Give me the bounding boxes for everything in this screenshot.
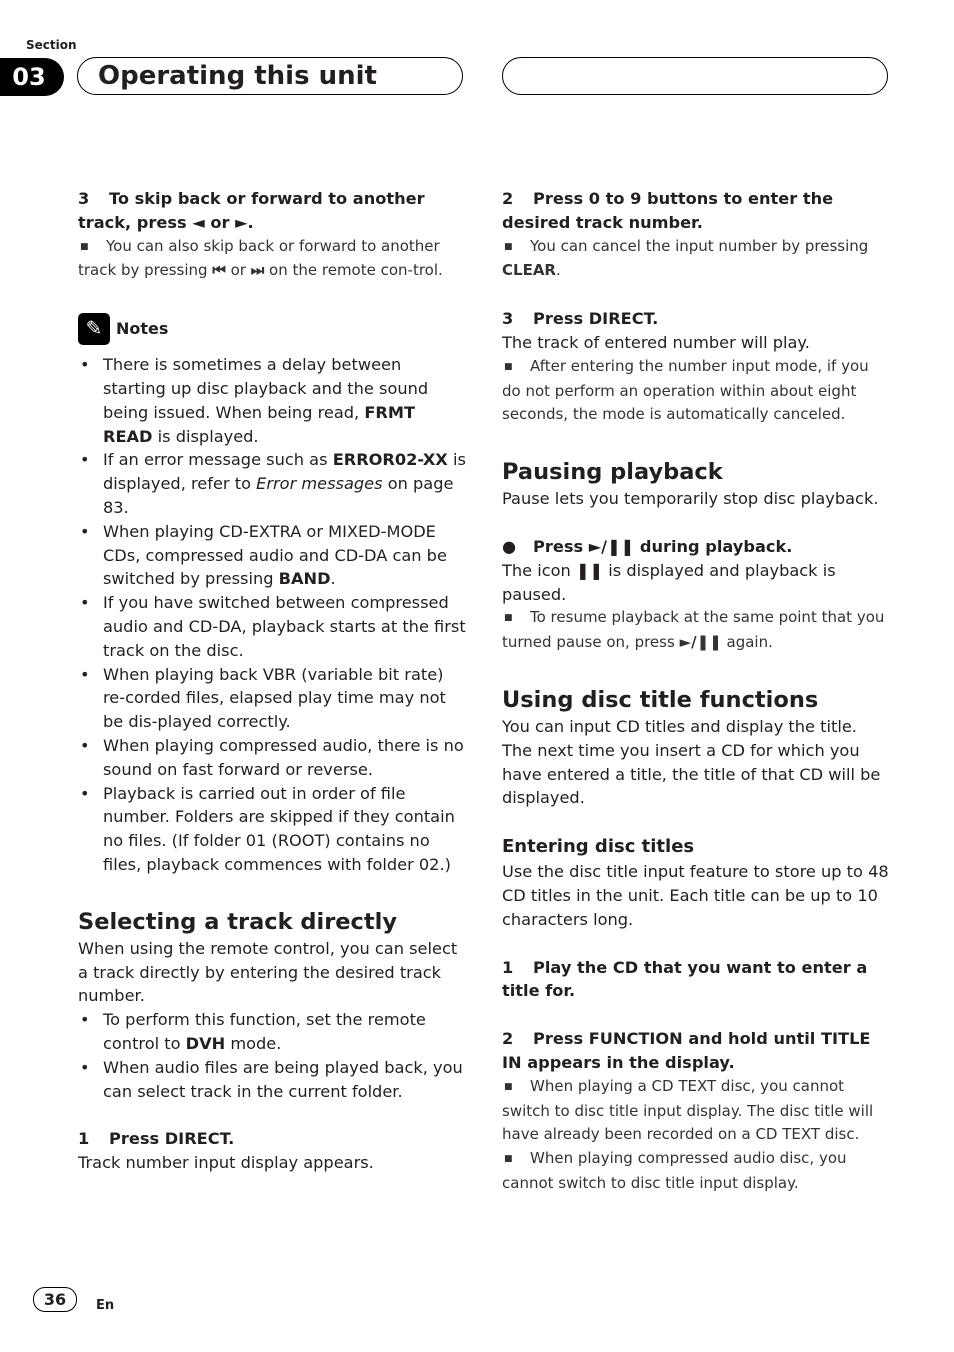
pause-result: The icon ❚❚ is displayed and playback is paused. xyxy=(502,560,836,604)
notes-header: ✎ Notes xyxy=(78,313,466,345)
list-item: • When playing back VBR (variable bit rate) re-corded files, elapsed play time may not be dis-played correctly. xyxy=(80,664,446,732)
pause-note: ■ To resume playback at the same point that you turned pause on, press ►/❚❚ again. xyxy=(502,608,885,652)
step-1-direct: 1 Press DIRECT. xyxy=(78,1129,235,1149)
play-pause-icon: ►/❚❚ xyxy=(679,633,722,652)
list-item: • To perform this function, set the remote control to DVH mode. xyxy=(80,1010,426,1053)
entering-step-1: 1 Play the CD that you want to enter a title for. xyxy=(502,957,868,1001)
step-3-result: The track of entered number will play. xyxy=(502,332,810,352)
selecting-bullets xyxy=(78,1008,466,1103)
list-item: • When playing CD-EXTRA or MIXED-MODE CDs, compressed audio and CD-DA can be switched by pressing BAND. xyxy=(80,521,447,589)
list-item: • If you have switched between compressed audio and CD-DA, playback starts at the first track on the disc. xyxy=(80,593,466,660)
section-label: Section xyxy=(26,38,77,52)
prev-track-icon: ⏮ xyxy=(212,261,226,280)
disc-title-heading: Using disc title functions xyxy=(502,686,819,713)
header-empty-box xyxy=(502,57,888,95)
list-item: • When playing compressed audio, there is no sound on fast forward or reverse. xyxy=(80,735,464,779)
pause-icon: ❚❚ xyxy=(575,560,604,580)
entering-titles-intro: Use the disc title input feature to store up to 48 CD titles in the unit. Each title can be up to 10 characters long. xyxy=(502,862,889,929)
step-3-skip: 3 To skip back or forward to another track, press ◄ or ►. xyxy=(78,189,425,232)
selecting-track-intro: When using the remote control, you can select a track directly by entering the desired track number. xyxy=(78,938,458,1006)
step-3-right-note: ■ After entering the number input mode, if you do not perform an operation within about eight seconds, the mode is automatically canceled. xyxy=(502,356,869,424)
list-item: • Playback is carried out in order of file number. Folders are skipped if they contain no files. (If folder 01 (ROOT) contains no files, playback commences with folder 02.) xyxy=(80,783,455,874)
pausing-intro: Pause lets you temporarily stop disc playback. xyxy=(502,489,879,509)
left-column xyxy=(78,187,466,1175)
step-3-direct: 3 Press DIRECT. xyxy=(502,309,659,329)
step-2-digits: 2 Press 0 to 9 buttons to enter the desired track number. xyxy=(502,189,834,232)
list-item: • If an error message such as ERROR02-XX is displayed, refer to Error messages on page 83. xyxy=(80,450,466,517)
entering-step-2: 2 Press FUNCTION and hold until TITLE IN appears in the display. xyxy=(502,1029,871,1072)
pencil-note-icon: ✎ xyxy=(78,313,110,345)
entering-titles-heading: Entering disc titles xyxy=(502,836,695,858)
press-pause-step: ● Press ►/❚❚ during playback. xyxy=(502,536,793,556)
right-column xyxy=(502,187,890,1196)
step-1-result: Track number input display appears. xyxy=(78,1153,374,1173)
disc-title-intro: You can input CD titles and display the title. The next time you insert a CD for which you have entered a title, the title of that CD will be displayed. xyxy=(502,716,881,808)
step-3-note: ■ You can also skip back or forward to another track by pressing ⏮ or ⏭ on the remote con-trol. xyxy=(78,236,443,280)
selecting-track-heading: Selecting a track directly xyxy=(78,908,398,935)
language-label: En xyxy=(96,1298,115,1313)
list-item: • When audio files are being played back, you can select track in the current folder. xyxy=(80,1057,463,1101)
step-2-note: ■ You can cancel the input number by pressing CLEAR. xyxy=(502,236,869,280)
list-item: • There is sometimes a delay between starting up disc playback and the sound being issued. When being read, FRMT READ is displayed. xyxy=(80,355,429,446)
section-number-badge: 03 xyxy=(0,58,64,96)
next-track-icon: ⏭ xyxy=(250,261,265,280)
entering-step-2-note-1: ■ When playing a CD TEXT disc, you cannot switch to disc title input display. The disc title will have already been recorded on a CD TEXT disc. xyxy=(502,1076,874,1144)
entering-step-2-note-2: ■ When playing compressed audio disc, you cannot switch to disc title input display. xyxy=(502,1149,847,1192)
page-title: Operating this unit xyxy=(77,57,463,95)
notes-list xyxy=(78,353,466,877)
pausing-heading: Pausing playback xyxy=(502,459,723,486)
page-number: 36 xyxy=(33,1287,77,1312)
